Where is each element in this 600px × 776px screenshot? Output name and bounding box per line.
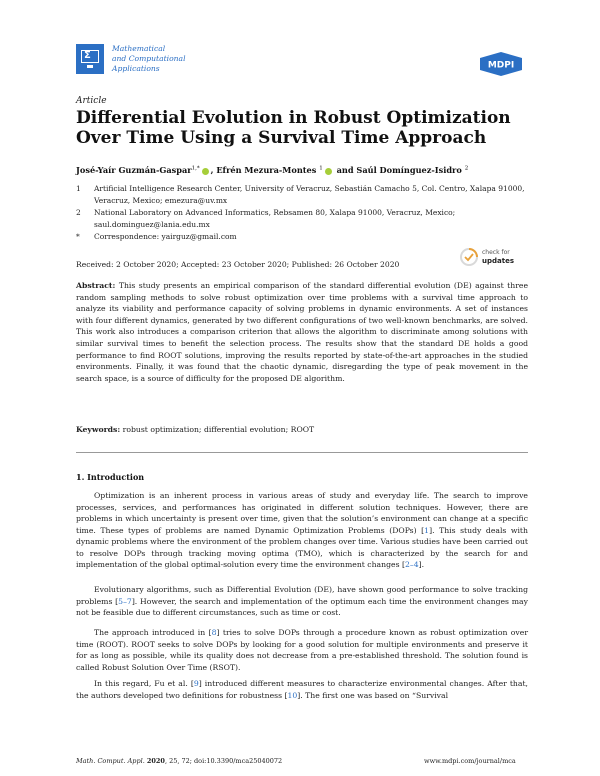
citation-link[interactable]: 2–4 [404, 560, 419, 569]
abstract-label: Abstract: [76, 281, 116, 290]
affiliation [76, 207, 556, 231]
footer-year: 2020 [146, 757, 165, 765]
author-name[interactable]: José-Yaír Guzmán-Gaspar [76, 165, 192, 175]
affiliation [76, 183, 556, 207]
author-superscript: 2 [464, 165, 469, 172]
sigma-icon: Σ [84, 50, 91, 61]
check-updates-line2: updates [482, 257, 514, 265]
citation-link[interactable]: 9 [193, 679, 199, 688]
author-name[interactable]: Saúl Domínguez-Isidro [356, 165, 462, 175]
paragraph-text: ]. [418, 560, 425, 569]
paragraph-text: ]. The first one was based on “Survival [297, 690, 449, 700]
publication-dates: Received: 2 October 2020; Accepted: 23 October 2020; Published: 26 October 2020 [76, 260, 400, 269]
paragraph-text: ] introduced different measures to characterize environmental changes. After that, the authors developed two definitions for robustness [ [76, 679, 528, 700]
orcid-icon[interactable] [325, 168, 332, 175]
paragraph-text: The approach introduced in [ [94, 628, 212, 637]
citation-link[interactable]: 10 [287, 690, 298, 700]
journal-name [112, 44, 186, 74]
body-paragraph [76, 490, 528, 571]
journal-name-line: Applications [112, 64, 160, 73]
article-type: Article [76, 96, 107, 106]
author-list [76, 165, 468, 175]
paragraph-text: In this regard, Fu et al. [ [94, 679, 194, 688]
affiliation-text: Correspondence: yairguz@gmail.com [94, 232, 237, 241]
body-paragraph [76, 678, 528, 701]
footer-citation [76, 757, 282, 765]
citation-link[interactable]: 5–7 [118, 596, 132, 606]
paragraph-text: Evolutionary algorithms, such as Differential Evolution (DE), have shown good performance to solve tracking problems [ [76, 585, 528, 606]
mdpi-logo [480, 52, 522, 76]
keywords-text: robust optimization; differential evolution; ROOT [122, 425, 315, 434]
paragraph-text: ]. This study deals with dynamic problems where the environment of the problem changes over time. Various studies have been carried out to resolve DOPs through tracking moving optima (TMO), which is characterized by the search for and implementation of the global optimal-solution every time the environment changes [ [76, 525, 528, 569]
journal-name-line: and Computational [112, 54, 186, 63]
check-updates-line1: check for [482, 249, 510, 256]
mdpi-logo-text: MDPI [487, 60, 515, 71]
footer-doi[interactable]: , 25, 72; doi:10.3390/mca25040072 [164, 757, 283, 765]
author-name[interactable]: Efrén Mezura-Montes [216, 165, 317, 175]
paragraph-text: Optimization is an inherent process in various areas of study and everyday life. The search to improve processes, services, and performances has originated in different solution techniques. However, there are problems in which uncertainty is present over time, given that the solution’s environment can change at a specific time. These types of problems are named Dynamic Optimization Problems (DOPs) [ [76, 491, 528, 535]
paragraph-text: ]. However, the search and implementation of the optimum each time the environment changes may not be feasible due to different circumstances, such as time or cost. [76, 596, 528, 617]
affiliation-text: Artificial Intelligence Research Center, University of Veracruz, Sebastián Camacho 5, Col. Centro, Xalapa 91000, Veracruz, Mexico; emezura@uv.mx [94, 184, 525, 205]
keywords [76, 425, 314, 434]
affiliation-mark: 1 [76, 184, 81, 193]
journal-name-line: Mathematical [112, 44, 166, 53]
footer-journal: Math. Comput. Appl. [76, 757, 145, 765]
section-divider [76, 452, 528, 453]
abstract-text: This study presents an empirical comparison of the standard differential evolution (DE) against three random sampling methods to solve robust optimization over time problems with a survival time approach to analyze its viability and performance capacity of solving problems in dynamic environments. A set of instances with four different dynamics, generated by two different configurations of two well-known benchmarks, are solved. This work also introduces a comparison criterion that allows the algorithm to discriminate among solutions with similar survival times to benefit the selection process. The results show that the standard DE holds a good performance to find ROOT solutions, improving the results reported by state-of-the-art approaches in the studied environments. Finally, it was found that the chaotic dynamic, disregarding the type of peak movement in the search space, is a source of difficulty for the proposed DE algorithm. [76, 281, 528, 383]
journal-logo [76, 44, 104, 74]
footer-url[interactable]: www.mdpi.com/journal/mca [424, 757, 516, 765]
keywords-label: Keywords: [76, 425, 121, 434]
author-separator: , [210, 165, 217, 175]
check-updates-icon [460, 248, 478, 266]
check-for-updates-badge[interactable] [460, 247, 530, 269]
citation-link[interactable]: 1 [424, 525, 430, 535]
correspondence [76, 231, 556, 243]
paper-title: Differential Evolution in Robust Optimization Over Time Using a Survival Time Approach [76, 108, 511, 148]
author-superscript: 1,* [191, 165, 200, 172]
body-paragraph [76, 584, 528, 619]
citation-link[interactable]: 8 [211, 628, 217, 637]
paragraph-text: ] tries to solve DOPs through a procedure known as robust optimization over time (ROOT). ROOT seeks to solve DOPs by looking for a good solution for multiple environments and preserve it for as long as possible, while its quality does not decrease from a pre-established threshold. The solution found is called Robust Solution Over Time (RSOT). [76, 628, 528, 672]
body-paragraph [76, 627, 528, 673]
author-superscript: 1 [319, 165, 323, 172]
affiliation-mark: * [76, 232, 80, 241]
affiliation-text: National Laboratory on Advanced Informatics, Rebsamen 80, Xalapa 91000, Veracruz, Mexico; saul.dominguez@lania.edu.mx [94, 208, 456, 229]
orcid-icon[interactable] [202, 168, 209, 175]
affiliation-mark: 2 [76, 208, 81, 217]
abstract [76, 280, 528, 384]
section-heading: 1. Introduction [76, 472, 145, 482]
author-separator: and [333, 165, 357, 175]
